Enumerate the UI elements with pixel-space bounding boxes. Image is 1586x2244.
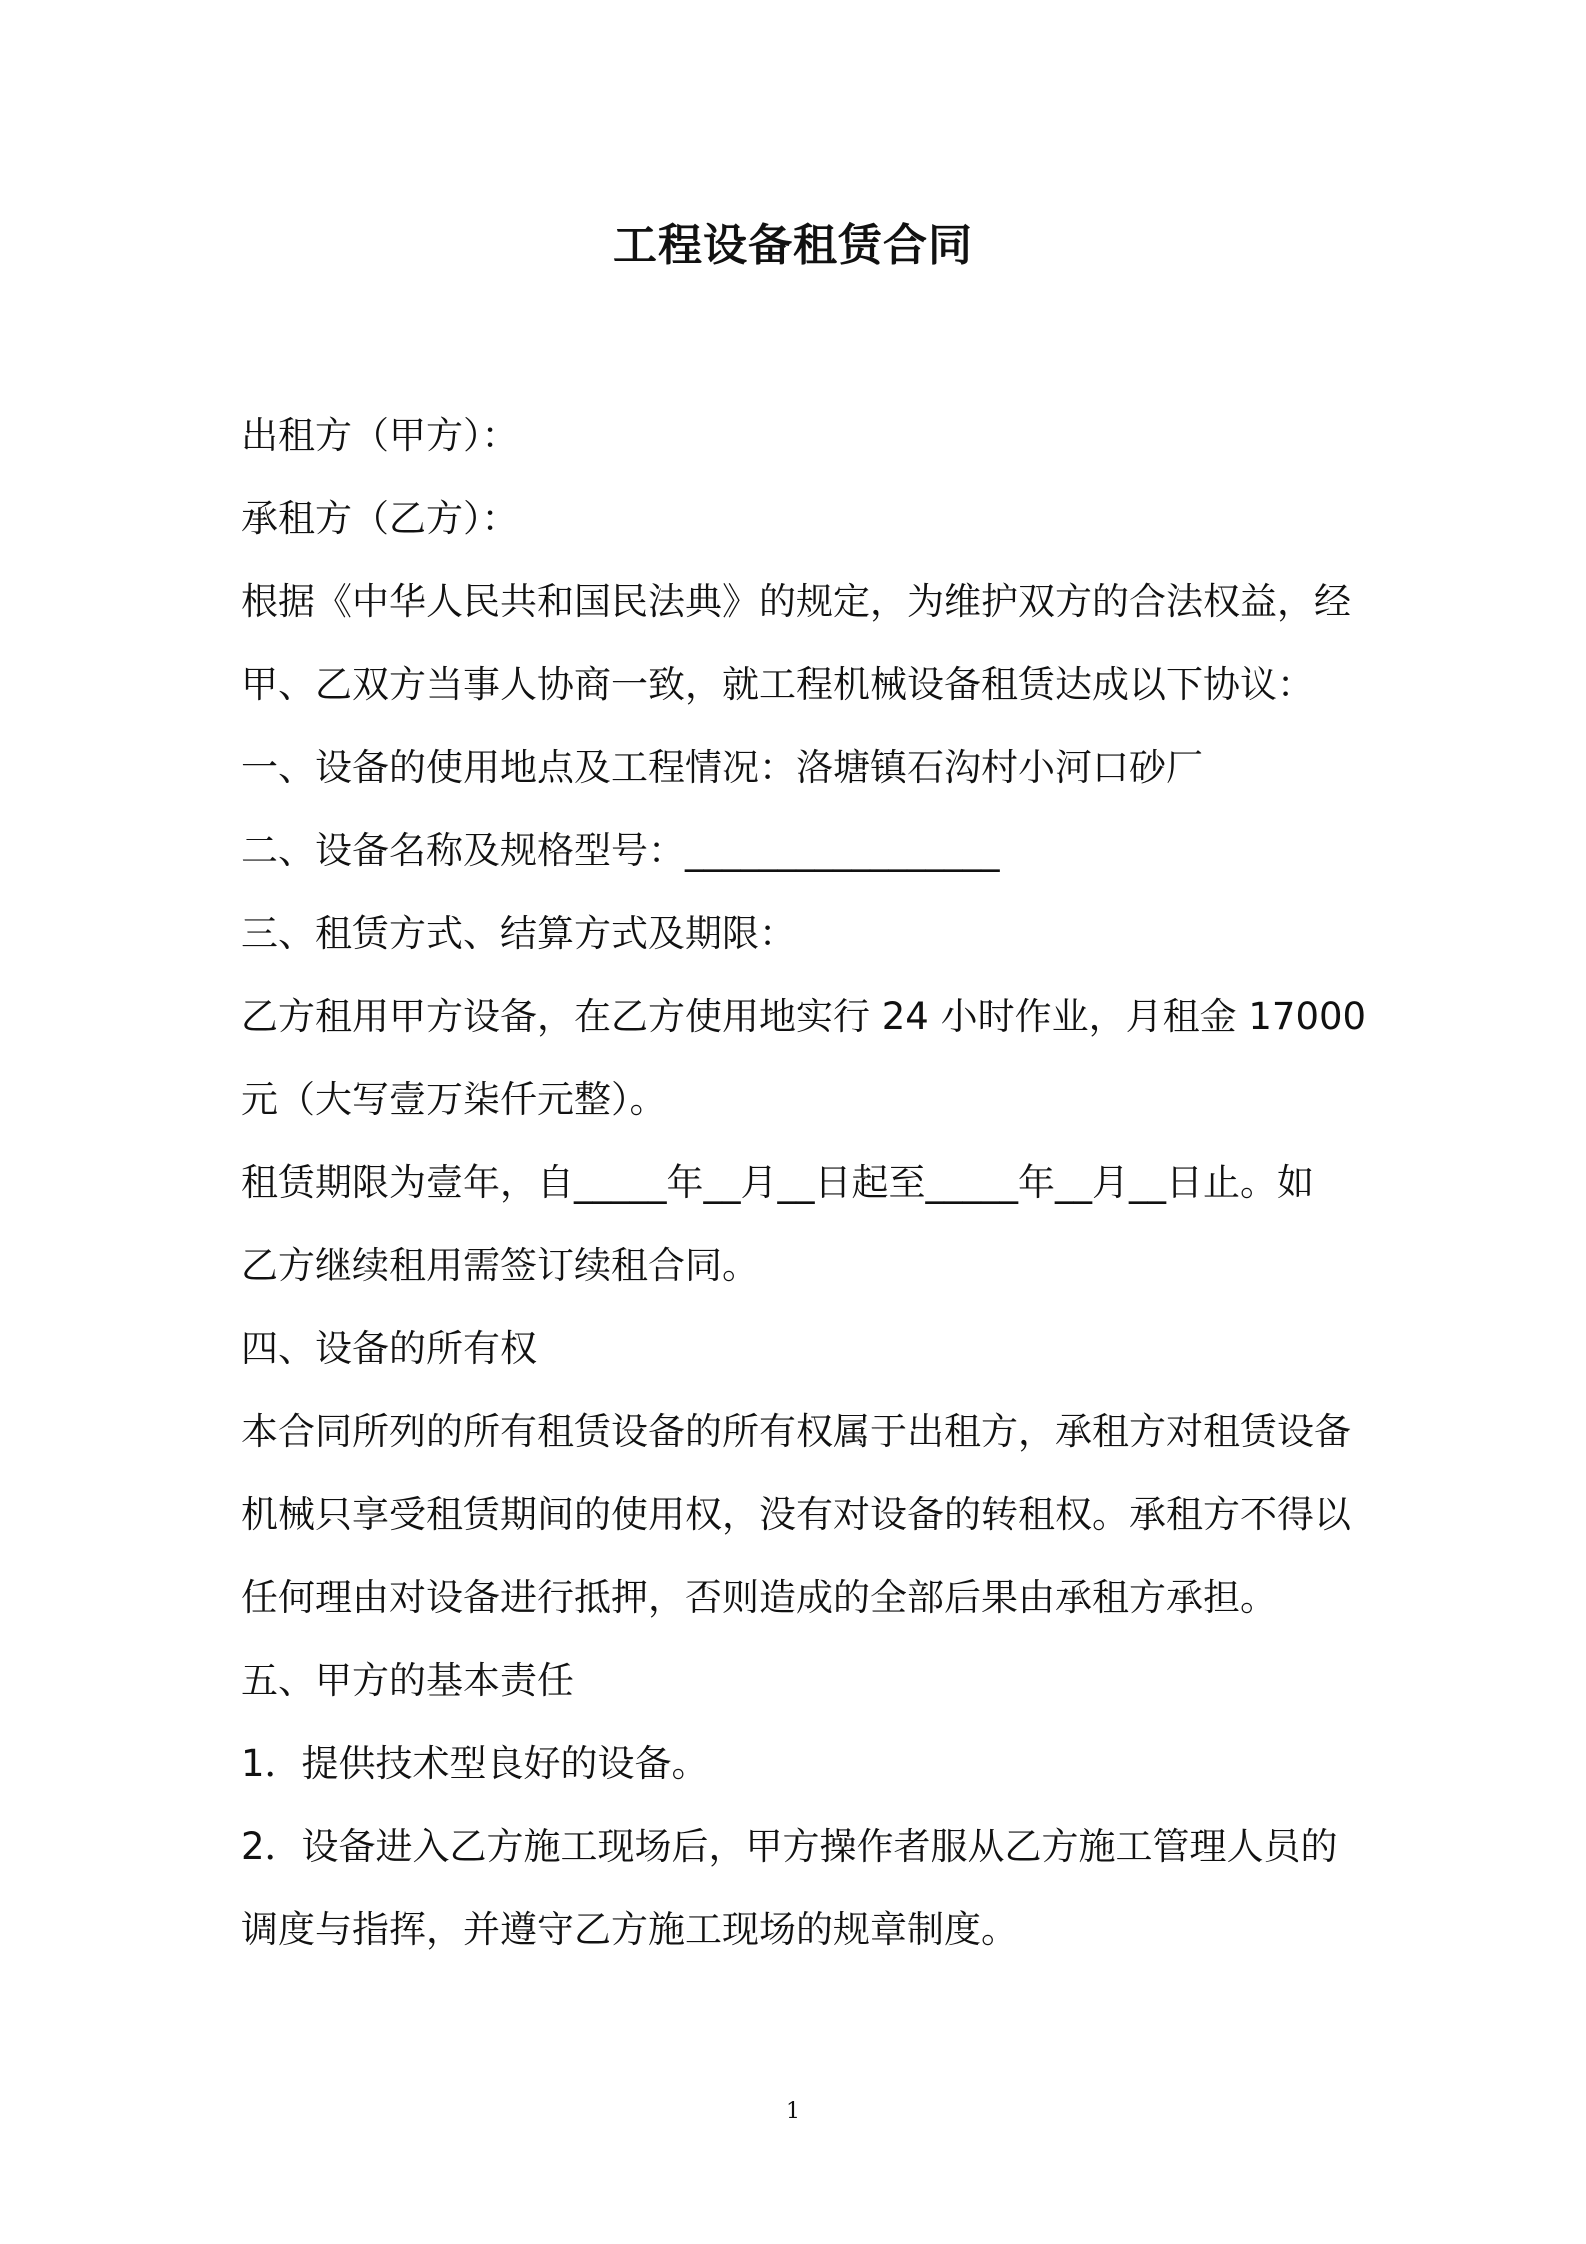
clause-5-heading: 五、甲方的基本责任 <box>241 1659 574 1702</box>
clause-4-text-1: 本合同所列的所有租赁设备的所有权属于出租方，承租方对租赁设备 <box>241 1410 1351 1453</box>
document-title: 工程设备租赁合同 <box>613 220 973 271</box>
preamble-line-1: 根据《中华人民共和国民法典》的规定，为维护双方的合法权益，经 <box>241 580 1351 623</box>
preamble-line-2: 甲、乙双方当事人协商一致，就工程机械设备租赁达成以下协议： <box>241 663 1314 706</box>
clause-3-text-1: 乙方租用甲方设备，在乙方使用地实行 24 小时作业，月租金 17000 <box>241 995 1367 1038</box>
clause-4-heading: 四、设备的所有权 <box>241 1327 537 1370</box>
clause-2-equipment: 二、设备名称及规格型号：_________________ <box>241 829 1000 872</box>
clause-4-text-3: 任何理由对设备进行抵押，否则造成的全部后果由承租方承担。 <box>241 1576 1277 1619</box>
clause-3-text-4: 乙方继续租用需签订续租合同。 <box>241 1244 759 1287</box>
clause-3-text-2: 元（大写壹万柒仟元整）。 <box>241 1078 667 1121</box>
clause-4-text-2: 机械只享受租赁期间的使用权，没有对设备的转租权。承租方不得以 <box>241 1493 1351 1536</box>
lessee-line: 承租方（乙方）： <box>241 497 519 540</box>
page-number: 1 <box>786 2099 800 2124</box>
clause-5-item-2-line-1: 2．设备进入乙方施工现场后，甲方操作者服从乙方施工管理人员的 <box>241 1825 1338 1868</box>
clause-3-heading: 三、租赁方式、结算方式及期限： <box>241 912 796 955</box>
clause-5-item-2-line-2: 调度与指挥，并遵守乙方施工现场的规章制度。 <box>241 1908 1018 1951</box>
clause-3-text-3: 租赁期限为壹年，自_____年__月__日起至_____年__月__日止。如 <box>241 1161 1314 1204</box>
lessor-line: 出租方（甲方）： <box>241 414 519 457</box>
clause-1-location: 一、设备的使用地点及工程情况：洛塘镇石沟村小河口砂厂 <box>241 746 1203 789</box>
clause-5-item-1: 1．提供技术型良好的设备。 <box>241 1742 709 1785</box>
document-body <box>241 408 1367 1985</box>
